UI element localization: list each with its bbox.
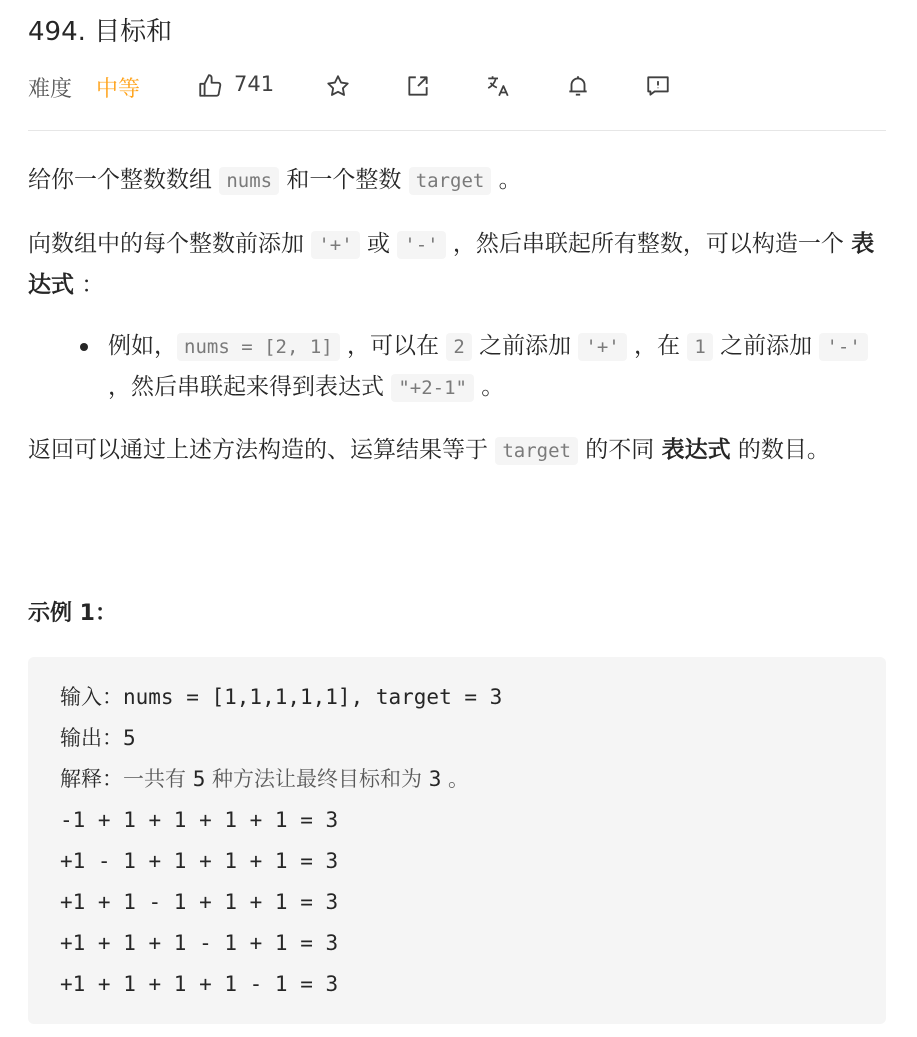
bold-text: 表达式 xyxy=(661,437,731,463)
example-explanation-line xyxy=(60,764,469,794)
inline-code: nums xyxy=(219,167,279,195)
text: 。 xyxy=(441,767,470,791)
star-icon xyxy=(325,73,351,99)
text: 一共有 xyxy=(123,767,193,791)
text: 例如， xyxy=(108,333,177,359)
input-value: nums = [1,1,1,1,1], target = 3 xyxy=(123,685,503,709)
text: ，可以在 xyxy=(339,333,447,359)
inline-code: '-' xyxy=(397,231,445,259)
output-label: 输出： xyxy=(60,726,123,750)
example-expression-line: +1 + 1 + 1 + 1 - 1 = 3 xyxy=(60,972,339,996)
output-value: 5 xyxy=(123,726,136,750)
text: 的不同 xyxy=(577,437,662,463)
bold-text: 表达式 xyxy=(28,231,875,298)
text: 5 xyxy=(192,767,206,791)
example-expression-line: -1 + 1 + 1 + 1 + 1 = 3 xyxy=(60,808,339,832)
explain-label: 解释： xyxy=(60,767,123,791)
divider xyxy=(28,130,886,131)
text: 。 xyxy=(473,374,505,400)
example-code-block xyxy=(28,657,886,1024)
text: 3 xyxy=(428,767,442,791)
text: 给你一个整数数组 xyxy=(28,167,220,193)
inline-code: 1 xyxy=(687,333,712,361)
inline-code: "+2-1" xyxy=(391,374,474,402)
example-input-line xyxy=(60,682,502,712)
thumbs-up-icon xyxy=(197,73,223,99)
list-item xyxy=(80,326,880,408)
bullet-dot xyxy=(80,343,88,351)
translate-button[interactable] xyxy=(482,70,514,102)
inline-code: nums = [2, 1] xyxy=(177,333,340,361)
inline-code: '-' xyxy=(819,333,867,361)
bell-icon xyxy=(565,73,591,99)
inline-code: target xyxy=(495,437,578,465)
description-paragraph-2 xyxy=(28,224,886,305)
problem-meta-bar xyxy=(28,68,888,104)
description-paragraph-1 xyxy=(28,160,886,201)
difficulty-value: 中等 xyxy=(96,77,141,102)
text: ： xyxy=(74,272,105,298)
text: 。 xyxy=(491,167,522,193)
translate-icon xyxy=(485,73,511,99)
feedback-icon xyxy=(645,73,671,99)
text: 种方法让最终目标和为 xyxy=(205,767,429,791)
text: 返回可以通过上述方法构造的、运算结果等于 xyxy=(28,437,496,463)
input-label: 输入： xyxy=(60,685,123,709)
text: 的数目。 xyxy=(730,437,830,463)
feedback-button[interactable] xyxy=(642,70,674,102)
example-output-line xyxy=(60,723,136,753)
text: 之前添加 xyxy=(712,333,820,359)
like-count: 741 xyxy=(234,72,275,96)
example-expression-line: +1 - 1 + 1 + 1 + 1 = 3 xyxy=(60,849,339,873)
inline-code: target xyxy=(409,167,492,195)
share-button[interactable] xyxy=(402,70,434,102)
inline-code: 2 xyxy=(446,333,471,361)
difficulty-label: 难度 xyxy=(28,77,73,102)
text: 或 xyxy=(359,231,398,257)
text: ，然后串联起来得到表达式 xyxy=(108,374,392,400)
inline-code: '+' xyxy=(578,333,626,361)
notify-button[interactable] xyxy=(562,70,594,102)
favorite-button[interactable] xyxy=(322,70,354,102)
example-expression-line: +1 + 1 - 1 + 1 + 1 = 3 xyxy=(60,890,339,914)
text: 和一个整数 xyxy=(279,167,409,193)
description-paragraph-3 xyxy=(28,430,886,471)
text: 之前添加 xyxy=(471,333,579,359)
text: ，在 xyxy=(626,333,688,359)
inline-code: '+' xyxy=(311,231,359,259)
text: 向数组中的每个整数前添加 xyxy=(28,231,312,257)
example-expression-line: +1 + 1 + 1 - 1 + 1 = 3 xyxy=(60,931,339,955)
example-title: 示例 1： xyxy=(28,601,117,626)
like-button[interactable] xyxy=(194,70,226,102)
problem-title: 494. 目标和 xyxy=(28,17,173,47)
share-icon xyxy=(405,73,431,99)
text: ，然后串联起所有整数，可以构造一个 xyxy=(445,231,852,257)
